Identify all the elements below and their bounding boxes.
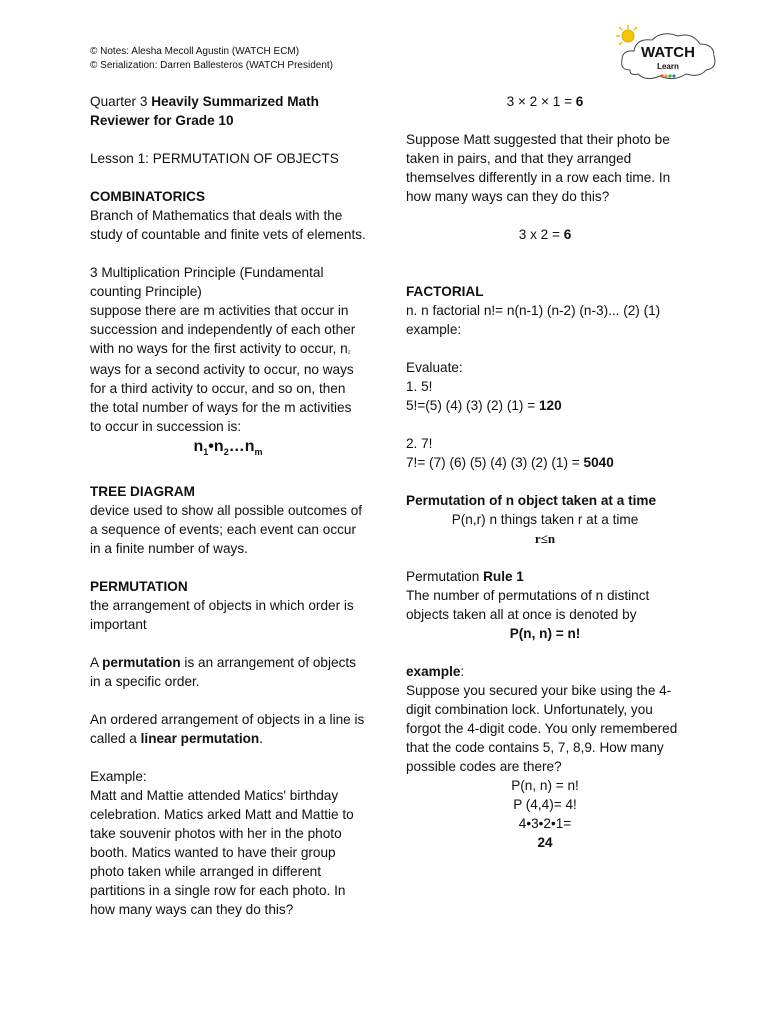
pd-b: permutation [102,655,181,671]
pd-a: A [90,655,103,671]
permutation-text: the arrangement of objects in which order is important [90,598,354,633]
combinatorics-text: Branch of Mathematics that deals with the study of countable and finite vets of elements. [90,208,366,242]
rule-b: Rule 1 [483,569,524,584]
rule-1-heading [406,567,684,586]
rule-1-text: The number of permutations of n distinct objects taken all at once is denoted by [406,588,650,622]
calc-3x2x1 [406,92,684,111]
example-2-label: 2. 7! [406,436,433,451]
linear-permutation-definition [90,710,366,748]
factorial-heading: FACTORIAL [406,284,484,299]
lesson-title: Lesson 1: PERMUTATION OF OBJECTS [90,151,339,166]
serialization-credit: © Serialization: Darren Ballesteros (WATCH President) [90,60,333,71]
lp-b: linear permutation [140,731,260,747]
f-n2: n [213,438,224,455]
factorial-definition: n. n factorial n!= n(n-1) (n-2) (n-3)... (2) (1) [406,303,661,318]
pairs-question: Suppose Matt suggested that their photo be taken in pairs, and that they arranged themselves differently in a row each time. In how many ways can they do this? [406,132,671,204]
permutation-n-heading: Permutation of n object taken at a time [406,493,657,508]
solution-step-3: 4•3•2•1= [518,816,572,831]
multiplication-principle-heading: 3 Multiplication Principle (Fundamental counting Principle) [90,265,324,299]
f-s2: 2 [223,447,229,458]
notes-credit: © Notes: Alesha Mecoll Agustin (WATCH ECM) [90,46,300,57]
watch-learn-logo [616,24,720,88]
rule-a: Permutation [406,569,484,584]
ex1-a: 5!=(5) (4) (3) (2) (1) = [406,398,539,413]
bike-ex-colon: : [460,664,465,679]
mp-subscript: ₂ [347,346,351,355]
solution-answer: 24 [537,835,553,850]
tree-diagram-text: device used to show all possible outcomes of a sequence of events; each event can occur in a finite number of ways. [90,503,363,557]
f-n1: n [193,438,204,455]
logo-sub-text: Learn [657,62,679,71]
permutation-definition [90,653,366,691]
calc-3x2 [406,225,684,244]
mp-text-a: suppose there are m activities that occur in succession and independently of each other with no ways for the first activity to occur, n [90,303,356,356]
ex2-b: 5040 [583,455,614,470]
example-1-label: 1. 5! [406,379,433,394]
lp-c: . [259,731,264,747]
bike-ex-b: example [406,664,461,679]
calc2-b: 6 [563,227,572,242]
permutation-n-condition: r≤n [534,531,556,546]
f-s1: 1 [203,447,209,458]
document-title [90,92,366,130]
f-dots: … [228,438,245,455]
bike-example-label [406,662,684,681]
ex1-b: 120 [538,398,562,413]
calc1-a: 3 × 2 × 1 = [506,94,576,109]
example-2-solution [406,453,684,472]
left-column [90,92,366,919]
f-dot: • [208,438,214,455]
permutation-heading: PERMUTATION [90,579,188,595]
calc1-b: 6 [575,94,584,109]
rule-1-formula: P(n, n) = n! [509,626,581,641]
solution-step-1: P(n, n) = n! [511,778,579,793]
logo-main-text: WATCH [641,44,695,61]
right-column [406,92,684,852]
f-nm: n [244,438,255,455]
multiplication-principle-text [90,301,366,436]
mp-text-b: ways for a second activity to occur, no ways for a third activity to occur, and so on, then the total number of ways for the m activities to occur in succession is: [90,362,354,434]
example-1-solution [406,396,684,415]
example-label: Example: [90,769,147,785]
counting-formula [90,436,366,463]
lp-a: An ordered arrangement of objects in a line is called a [90,712,365,747]
example-text: Matt and Mattie attended Matics' birthday celebration. Matics arked Matt and Mattie to take souvenir photos with her in the photo booth. Matics wanted to have their group photo taken while arranged in different partitions in a single row for each photo. In how many ways can they do this? [90,788,354,918]
evaluate-label: Evaluate: [406,360,463,375]
credits [90,45,333,73]
sun-cloud-logo-icon [616,24,720,88]
title-prefix: Quarter 3 [90,94,152,109]
permutation-n-formula: P(n,r) n things taken r at a time [451,512,639,527]
solution-step-2: P (4,4)= 4! [513,797,577,812]
combinatorics-heading: COMBINATORICS [90,189,206,204]
ex2-a: 7!= (7) (6) (5) (4) (3) (2) (1) = [406,455,584,470]
tree-diagram-heading: TREE DIAGRAM [90,484,195,500]
pd-c: is an arrangement of objects in a specific order. [90,655,356,690]
f-sm: m [254,447,263,458]
bike-example-text: Suppose you secured your bike using the 4-digit combination lock. Unfortunately, you forgot the 4-digit code. You only remembered that the code contains 5, 7, 8,9. How many possible codes are there? [406,683,678,774]
calc2-a: 3 x 2 = [518,227,564,242]
factorial-example-label: example: [406,322,462,337]
title-bold: Heavily Summarized Math Reviewer for Grade 10 [90,94,319,128]
